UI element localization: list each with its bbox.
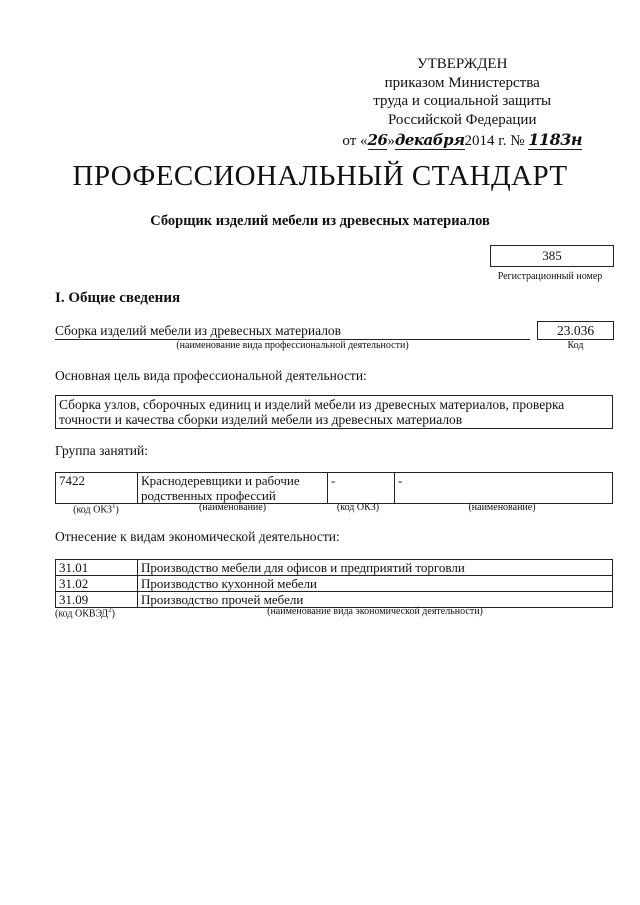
- approval-line-1: приказом Министерства: [384, 74, 540, 91]
- activity-code: 23.036: [537, 321, 614, 340]
- okved-code: 31.09: [56, 592, 138, 608]
- approval-line-2: труда и социальной защиты: [373, 93, 552, 109]
- approval-line-3: Российской Федерации: [387, 111, 537, 128]
- economic-label: Отнесение к видам экономической деятельности:: [55, 529, 340, 544]
- section-heading: I. Общие сведения: [55, 290, 181, 306]
- okz-name-2: -: [395, 473, 613, 504]
- table-row: [56, 473, 613, 504]
- date-day: 26: [367, 131, 388, 149]
- okz-code-caption: [55, 502, 137, 515]
- okved-code: 31.01: [56, 560, 138, 576]
- purpose-text: Сборка узлов, сборочных единиц и изделий мебели из древесных материалов, проверка точности и качества сборки изделий мебели из древесных материалов: [55, 395, 613, 429]
- okved-caption-text: (код ОКВЭД: [55, 608, 109, 620]
- order-number: 1183н: [528, 130, 582, 149]
- document-subtitle: Сборщик изделий мебели из древесных материалов: [150, 213, 490, 229]
- activity-name: Сборка изделий мебели из древесных материалов: [55, 323, 530, 340]
- date-mid: »: [387, 133, 395, 149]
- okved-name: Производство кухонной мебели: [138, 576, 613, 592]
- activity-name-caption: (наименование вида профессиональной деятельности): [176, 340, 409, 351]
- purpose-label: Основная цель вида профессиональной деятельности:: [55, 368, 367, 383]
- date-year: 2014 г. №: [464, 133, 525, 149]
- okved-name: Производство прочей мебели: [138, 592, 613, 608]
- okz-code-caption-2: (код ОКЗ): [336, 502, 380, 513]
- okved-name: Производство мебели для офисов и предприятий торговли: [138, 560, 613, 576]
- okz-name-caption: (наименование): [198, 502, 267, 513]
- okz-name-caption-2: (наименование): [468, 502, 536, 513]
- date-month: декабря: [394, 131, 465, 149]
- registration-label: Регистрационный номер: [497, 271, 603, 282]
- approval-block: [342, 55, 582, 151]
- okz-caption-sup: 1: [112, 502, 116, 510]
- table-row: [56, 576, 613, 592]
- okved-name-caption: (наименование вида экономической деятельности): [267, 606, 483, 617]
- okz-caption-text: (код ОКЗ: [73, 504, 113, 516]
- activity-code-caption: Код: [567, 340, 584, 351]
- approval-heading: УТВЕРЖДЕН: [416, 56, 508, 72]
- okved-code-caption: [55, 606, 115, 619]
- okved-caption-sup: 2: [108, 606, 112, 614]
- table-row: [56, 560, 613, 576]
- economic-table: [55, 559, 613, 608]
- okz-code: 7422: [56, 473, 138, 504]
- occupations-table: [55, 472, 613, 504]
- registration-number: 385: [490, 245, 614, 267]
- occupations-label: Группа занятий:: [55, 443, 148, 458]
- okved-code: 31.02: [56, 576, 138, 592]
- date-prefix: от «: [342, 133, 368, 149]
- approval-date-line: [342, 131, 582, 151]
- okz-name: Краснодеревщики и рабочие родственных профессий: [138, 473, 328, 504]
- okved-caption-end: ): [111, 608, 115, 620]
- okz-code-2: -: [328, 473, 395, 504]
- okz-caption-end: ): [115, 504, 119, 516]
- document-title: ПРОФЕССИОНАЛЬНЫЙ СТАНДАРТ: [72, 160, 568, 192]
